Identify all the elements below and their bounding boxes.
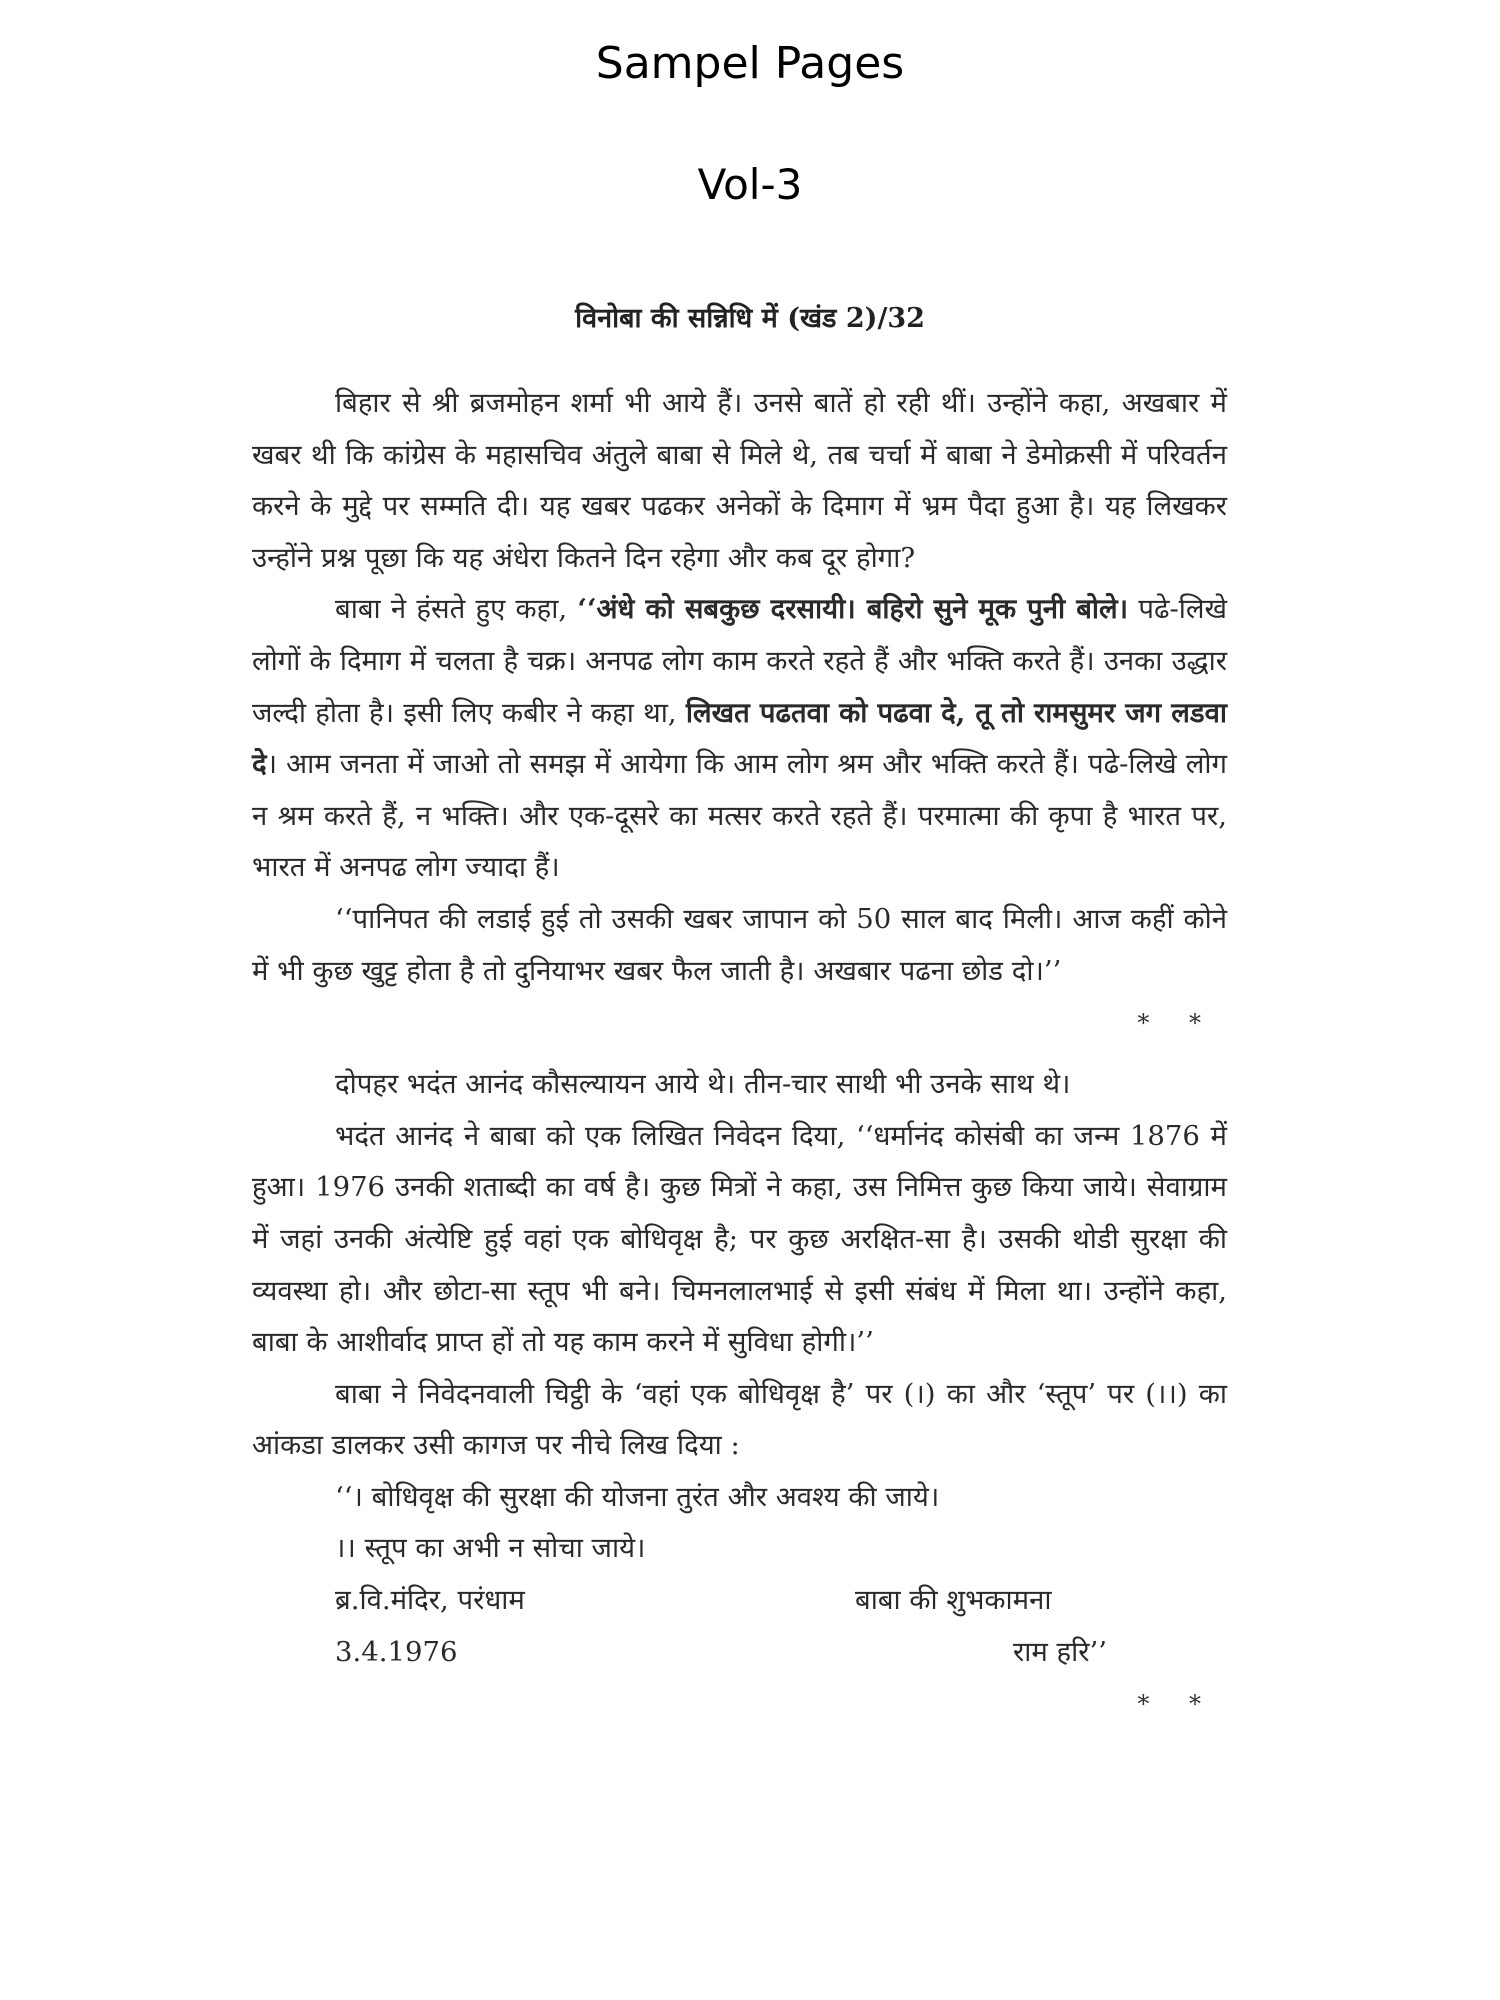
- note-line-1: ‘‘। बोधिवृक्ष की सुरक्षा की योजना तुरंत और अवश्य की जाये।: [335, 1480, 940, 1513]
- date-label: 3.4.1976: [335, 1635, 458, 1668]
- sample-pages-title: Sampel Pages: [595, 38, 905, 89]
- signature-line-1: बाबा की शुभकामना: [855, 1584, 1052, 1617]
- quote-bold: ‘‘अंधे को सबकुछ दरसायी। बहिरो सुने मूक पुनी बोले।: [577, 593, 1129, 626]
- signature-row-2: [335, 1627, 1227, 1679]
- kabir-quote-bold: लिखत पढतवा को पढवा दे, तू तो रामसुमर जग लडवा दे: [252, 696, 1227, 781]
- page-body: [252, 378, 1227, 1740]
- running-head: विनोबा की सन्निधि में (खंड 2)/32: [575, 303, 925, 334]
- section-separator: * *: [1137, 1009, 1217, 1038]
- paragraph-2-intro: बाबा ने हंसते हुए कहा,: [335, 593, 578, 626]
- signature-row-1: [335, 1575, 1227, 1627]
- paragraph-2-end: । आम जनता में जाओ तो समझ में आयेगा कि आम लोग श्रम और भक्ति करते हैं। पढे-लिखे लोग न श्रम करते हैं, न भक्ति। और एक-दूसरे का मत्सर करते रहते हैं। परमात्मा की कृपा है भारत पर, भारत में अनपढ लोग ज्यादा हैं।: [252, 748, 1227, 884]
- paragraph-4: दोपहर भदंत आनंद कौसल्यायन आये थे। तीन-चार साथी भी उनके साथ थे।: [335, 1068, 1071, 1101]
- end-separator: * *: [1137, 1690, 1217, 1719]
- note-line-2: ।। स्तूप का अभी न सोचा जाये।: [335, 1532, 646, 1565]
- signature-line-2: राम हरि’’: [1012, 1635, 1107, 1668]
- paragraph-3: ‘‘पानिपत की लडाई हुई तो उसकी खबर जापान को 50 साल बाद मिली। आज कहीं कोने में भी कुछ खुट्ट होता है तो दुनियाभर खबर फैल जाती है। अखबार पढना छोड दो।’’: [252, 902, 1227, 987]
- paragraph-5: भदंत आनंद ने बाबा को एक लिखित निवेदन दिया, ‘‘धर्मानंद कोसंबी का जन्म 1876 में हुआ। 1976 उनकी शताब्दी का वर्ष है। कुछ मित्रों ने कहा, उस निमित्त कुछ किया जाये। सेवाग्राम में जहां उनकी अंत्येष्टि हुई वहां एक बोधिवृक्ष है; पर कुछ अरक्षित-सा है। उसकी थोडी सुरक्षा की व्यवस्था हो। और छोटा-सा स्तूप भी बने। चिमनलालभाई से इसी संबंध में मिला था। उन्होंने कहा, बाबा के आशीर्वाद प्राप्त हों तो यह काम करने में सुविधा होगी।’’: [252, 1119, 1227, 1359]
- paragraph-2: [252, 584, 1227, 894]
- place-label: ब्र.वि.मंदिर, परंधाम: [335, 1584, 525, 1617]
- paragraph-1: बिहार से श्री ब्रजमोहन शर्मा भी आये हैं। उनसे बातें हो रही थीं। उन्होंने कहा, अखबार में खबर थी कि कांग्रेस के महासचिव अंतुले बाबा से मिले थे, तब चर्चा में बाबा ने डेमोक्रसी में परिवर्तन करने के मुद्दे पर सम्मति दी। यह खबर पढकर अनेकों के दिमाग में भ्रम पैदा हुआ है। यह लिखकर उन्होंने प्रश्न पूछा कि यह अंधेरा कितने दिन रहेगा और कब दूर होगा?: [252, 387, 1227, 574]
- paragraph-2-mid: पढे-लिखे लोगों के दिमाग में चलता है चक्र। अनपढ लोग काम करते रहते हैं और भक्ति करते हैं। उनका उद्धार जल्दी होता है। इसी लिए कबीर ने कहा था,: [252, 593, 1228, 729]
- volume-label: Vol-3: [697, 160, 803, 209]
- paragraph-6: बाबा ने निवेदनवाली चिट्ठी के ‘वहां एक बोधिवृक्ष है’ पर (।) का और ‘स्तूप’ पर (।।) का आंकडा डालकर उसी कागज पर नीचे लिख दिया :: [252, 1377, 1227, 1462]
